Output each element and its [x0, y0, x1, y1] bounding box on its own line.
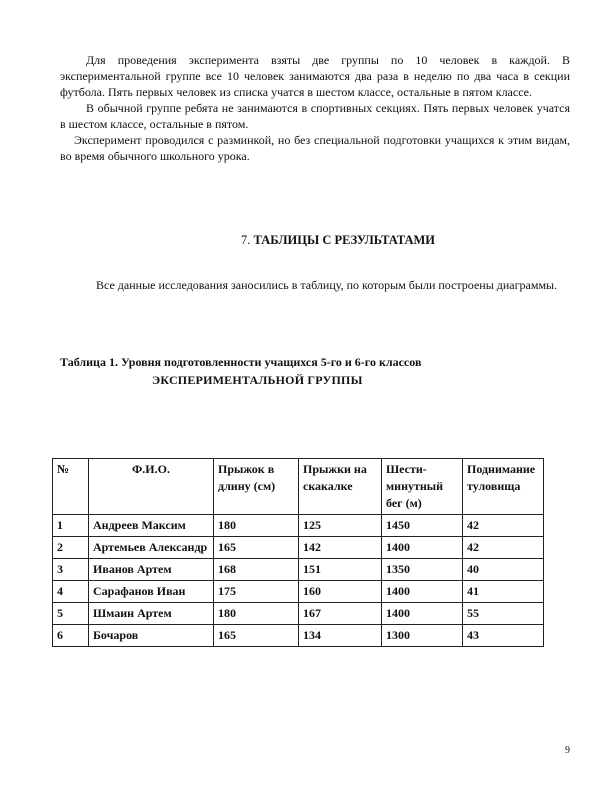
row-rope-jumps: 151 — [299, 559, 382, 581]
header-sit-ups: Поднимание туловища — [463, 459, 544, 515]
table-caption-line2: ЭКСПЕРИМЕНТАЛЬНОЙ ГРУППЫ — [152, 373, 363, 387]
table-row — [53, 559, 544, 581]
row-number: 5 — [53, 603, 89, 625]
row-name: Артемьев Александр — [89, 537, 214, 559]
table-row — [53, 537, 544, 559]
row-long-jump: 168 — [214, 559, 299, 581]
row-sit-ups: 41 — [463, 581, 544, 603]
table-caption-line1: Таблица 1. Уровня подготовленности учащихся 5-го и 6-го классов — [60, 355, 422, 369]
section-number: 7. — [241, 233, 251, 247]
row-rope-jumps: 167 — [299, 603, 382, 625]
row-rope-jumps: 125 — [299, 515, 382, 537]
table-row — [53, 581, 544, 603]
row-long-jump: 165 — [214, 625, 299, 647]
row-six-minute-run: 1400 — [382, 537, 463, 559]
section-title: ТАБЛИЦЫ С РЕЗУЛЬТАТАМИ — [253, 233, 435, 247]
paragraph-experiment-conditions: Эксперимент проводился с разминкой, но без специальной подготовки учащихся к этим видам, во время обычного школьного урока. — [60, 133, 570, 163]
row-rope-jumps: 160 — [299, 581, 382, 603]
row-long-jump: 180 — [214, 515, 299, 537]
experiment-description — [60, 52, 570, 164]
row-rope-jumps: 142 — [299, 537, 382, 559]
table-row — [53, 603, 544, 625]
row-number: 6 — [53, 625, 89, 647]
intro-paragraph: Все данные исследования заносились в таблицу, по которым были построены диаграммы. — [96, 278, 558, 292]
row-long-jump: 175 — [214, 581, 299, 603]
row-six-minute-run: 1350 — [382, 559, 463, 581]
table-row — [53, 515, 544, 537]
row-name: Андреев Максим — [89, 515, 214, 537]
row-sit-ups: 42 — [463, 537, 544, 559]
row-name: Бочаров — [89, 625, 214, 647]
results-table — [52, 458, 544, 647]
page-number: 9 — [565, 745, 570, 756]
row-long-jump: 165 — [214, 537, 299, 559]
header-long-jump: Прыжок в длину (см) — [214, 459, 299, 515]
row-name: Шмаин Артем — [89, 603, 214, 625]
row-sit-ups: 42 — [463, 515, 544, 537]
header-six-minute-run: Шести-минутный бег (м) — [382, 459, 463, 515]
row-six-minute-run: 1400 — [382, 581, 463, 603]
row-sit-ups: 40 — [463, 559, 544, 581]
row-number: 1 — [53, 515, 89, 537]
table-header-row — [53, 459, 544, 515]
paragraph-ordinary-group: В обычной группе ребята не занимаются в спортивных секциях. Пять первых человек учатся в шестом классе, остальные в пятом. — [60, 101, 570, 131]
row-six-minute-run: 1300 — [382, 625, 463, 647]
table-row — [53, 625, 544, 647]
row-number: 2 — [53, 537, 89, 559]
header-number: № — [53, 459, 89, 515]
row-six-minute-run: 1400 — [382, 603, 463, 625]
row-number: 3 — [53, 559, 89, 581]
row-sit-ups: 55 — [463, 603, 544, 625]
header-rope-jumps: Прыжки на скакалке — [299, 459, 382, 515]
row-name: Сарафанов Иван — [89, 581, 214, 603]
row-six-minute-run: 1450 — [382, 515, 463, 537]
row-number: 4 — [53, 581, 89, 603]
row-long-jump: 180 — [214, 603, 299, 625]
row-name: Иванов Артем — [89, 559, 214, 581]
paragraph-groups: Для проведения эксперимента взяты две группы по 10 человек в каждой. В экспериментальной группе все 10 человек занимаются два раза в неделю по два часа в секции футбола. Пять первых человек из списка учатся в шестом классе, остальные в пятом классе. — [60, 53, 570, 99]
section-heading — [60, 232, 570, 248]
row-sit-ups: 43 — [463, 625, 544, 647]
header-name: Ф.И.О. — [89, 459, 214, 515]
row-rope-jumps: 134 — [299, 625, 382, 647]
